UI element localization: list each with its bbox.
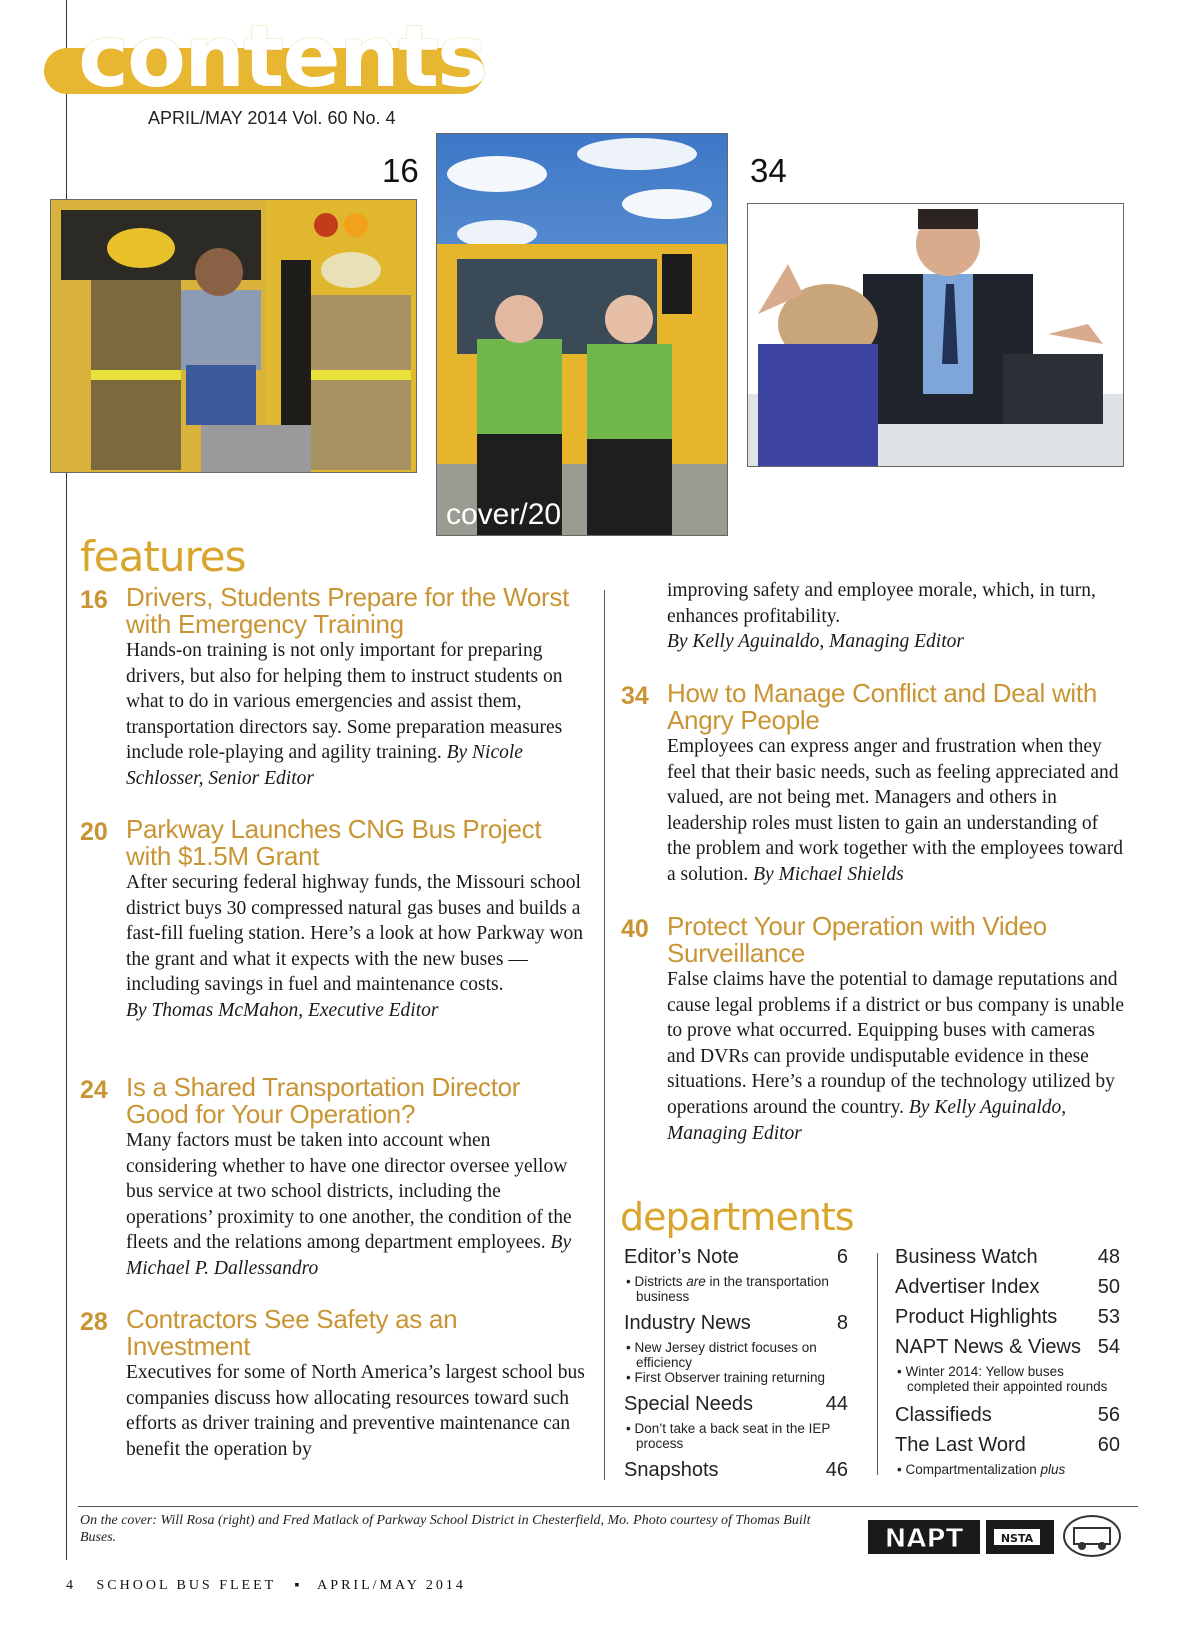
department-name[interactable]: NAPT News & Views xyxy=(895,1336,1081,1358)
feature-article-20[interactable] xyxy=(80,816,585,1024)
department-note: • Winter 2014: Yellow buses completed their appointed rounds xyxy=(897,1364,1108,1394)
department-page: 56 xyxy=(1097,1404,1120,1426)
department-item[interactable] xyxy=(895,1336,1120,1364)
departments-divider xyxy=(877,1253,878,1475)
article-title[interactable]: Contractors See Safety as an Investment xyxy=(126,1304,458,1361)
department-note: • Don’t take a back seat in the IEP process xyxy=(626,1421,831,1451)
feature-article-28[interactable] xyxy=(80,1306,585,1462)
continuation-text: improving safety and employee morale, which, in turn, enhances profitability. xyxy=(667,580,1096,627)
footer-separator: ▪ xyxy=(294,1578,300,1593)
departments-right-column xyxy=(895,1246,1120,1477)
article-summary-text: Employees can express anger and frustration when they feel that their basic needs, such as feeling appreciated and valued, are not being met. Managers and others in leadership roles must listen to gain an understanding of the problem and work together with the employees toward a solution. xyxy=(667,736,1123,885)
feature-article-24[interactable] xyxy=(80,1074,585,1282)
department-note: • New Jersey district focuses on efficiency xyxy=(626,1340,817,1370)
department-name[interactable]: Business Watch xyxy=(895,1246,1038,1268)
department-note: • Compartmentalization plus xyxy=(897,1462,1066,1477)
department-name[interactable]: Editor’s Note xyxy=(624,1246,739,1268)
conflict-management-photo[interactable] xyxy=(747,203,1124,467)
department-page: 54 xyxy=(1097,1336,1120,1358)
column-divider xyxy=(604,590,605,1480)
department-page: 6 xyxy=(836,1246,848,1268)
department-item[interactable] xyxy=(895,1404,1120,1434)
article-page-number: 34 xyxy=(621,682,649,710)
article-byline: By Nicole Schlosser, Senior Editor xyxy=(126,742,523,789)
article-byline: By Kelly Aguinaldo, Managing Editor xyxy=(667,1096,1067,1144)
department-name[interactable]: Special Needs xyxy=(624,1393,753,1415)
article-summary xyxy=(126,1360,585,1462)
cover-photo[interactable] xyxy=(436,133,728,536)
department-name[interactable]: Advertiser Index xyxy=(895,1276,1040,1298)
department-page: 8 xyxy=(836,1312,848,1334)
issue-line: APRIL/MAY 2014 Vol. 60 No. 4 xyxy=(148,108,396,128)
article-page-number: 40 xyxy=(621,915,649,943)
feature-article-34[interactable] xyxy=(621,680,1126,888)
article-byline: By Thomas McMahon, Executive Editor xyxy=(126,999,439,1021)
napt-logo[interactable] xyxy=(868,1520,980,1559)
department-page: 46 xyxy=(825,1459,848,1481)
department-name[interactable]: Classifieds xyxy=(895,1404,992,1426)
department-item[interactable] xyxy=(624,1459,848,1487)
footer-issue: APRIL/MAY 2014 xyxy=(317,1578,466,1593)
article-summary xyxy=(667,967,1126,1146)
article-page-number: 24 xyxy=(80,1076,108,1104)
department-page: 44 xyxy=(825,1393,848,1415)
department-note: • Districts are in the transportation business xyxy=(626,1274,829,1304)
feature-article-40[interactable] xyxy=(621,913,1126,1146)
department-page: 60 xyxy=(1097,1434,1120,1456)
department-item[interactable] xyxy=(624,1312,848,1340)
footer-page-number: 4 xyxy=(66,1578,76,1593)
departments-left-column xyxy=(624,1246,848,1487)
article-summary-text: Many factors must be taken into account when considering whether to have one director oversee yellow bus service at two school districts, including the operations’ proximity to one another, the condition of the fleets and the relations among department employees. xyxy=(126,1130,572,1254)
article-title[interactable]: Drivers, Students Prepare for the Worst with Emergency Training xyxy=(126,582,569,639)
article-page-number: 20 xyxy=(80,818,108,846)
cover-page-label: cover/20 xyxy=(446,498,562,531)
department-name[interactable]: Snapshots xyxy=(624,1459,719,1481)
department-item[interactable] xyxy=(624,1246,848,1274)
department-page: 48 xyxy=(1097,1246,1120,1268)
department-item[interactable] xyxy=(624,1393,848,1421)
napt-logo-text: NAPT xyxy=(884,1524,964,1554)
school-bus-seal-icon xyxy=(1062,1512,1122,1565)
article-summary-text: Executives for some of North America’s largest school bus companies discuss how allocating resources toward such efforts as driver training and preventive maintenance can benefit the operation by xyxy=(126,1362,585,1460)
photo-left-page-number: 16 xyxy=(382,152,419,189)
nsta-logo[interactable] xyxy=(986,1520,1054,1559)
contents-title: contents xyxy=(78,7,487,107)
feature-article-16[interactable] xyxy=(80,584,585,792)
continuation-byline: By Kelly Aguinaldo, Managing Editor xyxy=(667,631,964,653)
article-page-number: 16 xyxy=(80,586,108,614)
emergency-training-photo[interactable] xyxy=(50,199,417,473)
department-name[interactable]: Product Highlights xyxy=(895,1306,1058,1328)
article-summary xyxy=(126,1128,585,1282)
cover-caption: On the cover: Will Rosa (right) and Fred Matlack of Parkway School District in Chesterfield, Mo. Photo courtesy of Thomas Built Buses. xyxy=(80,1513,811,1545)
department-page: 53 xyxy=(1097,1306,1120,1328)
department-page: 50 xyxy=(1097,1276,1120,1298)
article-summary xyxy=(667,734,1126,888)
department-item[interactable] xyxy=(895,1434,1120,1462)
department-note: • First Observer training returning xyxy=(626,1370,826,1385)
department-item[interactable] xyxy=(895,1306,1120,1336)
article-summary-text: Hands-on training is not only important for preparing drivers, but also for helping them to instruct students on what to do in various emergencies and assist them, transportation directors say. Some preparation measures include role-playing and agility training. xyxy=(126,640,563,764)
nsta-logo-text: NSTA xyxy=(1000,1532,1034,1545)
article-byline: By Michael P. Dallessandro xyxy=(126,1232,572,1279)
department-item[interactable] xyxy=(895,1276,1120,1306)
department-name[interactable]: Industry News xyxy=(624,1312,751,1334)
article-summary-text: False claims have the potential to damage reputations and cause legal problems if a district or bus company is unable to prove what occurred. Equipping buses with cameras and DVRs can provide undisputable evidence in these situations. Here’s a roundup of the technology utilized by operations around the country. xyxy=(667,969,1125,1118)
article-28-continuation xyxy=(667,578,1137,655)
article-title[interactable]: Is a Shared Transportation Director Good for Your Operation? xyxy=(126,1072,521,1129)
department-name[interactable]: The Last Word xyxy=(895,1434,1026,1456)
department-item[interactable] xyxy=(895,1246,1120,1276)
footer-magazine: SCHOOL BUS FLEET xyxy=(96,1578,276,1593)
article-summary xyxy=(126,870,585,1024)
article-byline: By Michael Shields xyxy=(753,863,904,885)
departments-heading: departments xyxy=(620,1195,854,1239)
article-title[interactable]: Protect Your Operation with Video Surveillance xyxy=(667,911,1047,968)
article-page-number: 28 xyxy=(80,1308,108,1336)
article-title[interactable]: How to Manage Conflict and Deal with Angry People xyxy=(667,678,1097,735)
article-summary-text: After securing federal highway funds, the Missouri school district buys 30 compressed natural gas buses and builds a fast-fill fueling station. Here’s a look at how Parkway won the grant and what it expects with the new buses — including savings in fuel and maintenance costs. xyxy=(126,872,584,996)
article-title[interactable]: Parkway Launches CNG Bus Project with $1.5M Grant xyxy=(126,814,542,871)
page-footer xyxy=(66,1578,466,1594)
photo-right-page-number: 34 xyxy=(750,152,787,189)
features-heading: features xyxy=(80,532,246,581)
article-summary xyxy=(126,638,585,792)
bottom-rule xyxy=(78,1506,1138,1507)
